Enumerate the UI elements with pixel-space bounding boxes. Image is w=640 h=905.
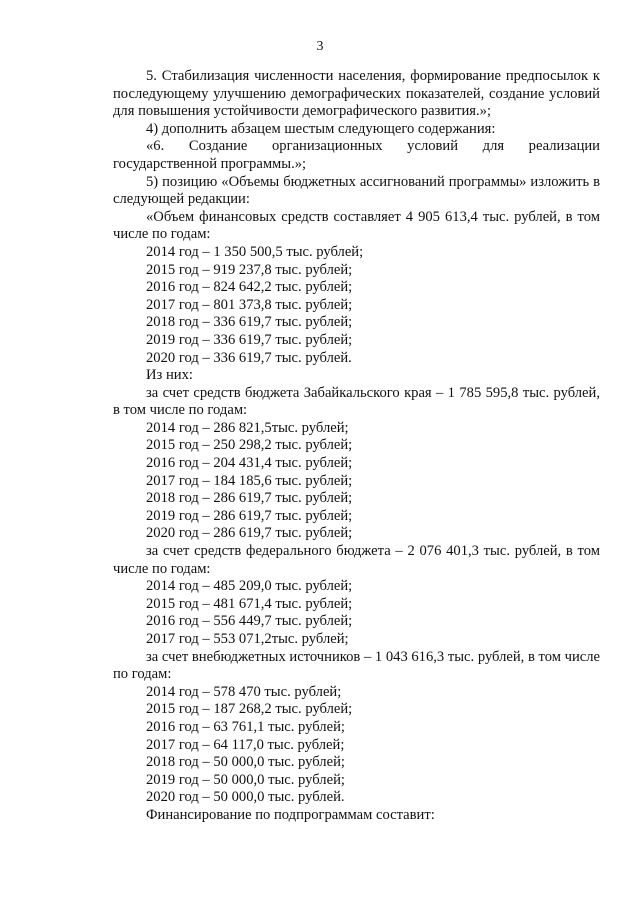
total-year-2014: 2014 год – 1 350 500,5 тыс. рублей; <box>146 243 364 260</box>
extrabudget-year-2020: 2020 год – 50 000,0 тыс. рублей. <box>146 789 345 806</box>
federal-by-year-list <box>113 578 600 648</box>
paragraph-item-6: «6. Создание организационных условий для реализации государственной программы.»; <box>113 138 600 172</box>
regional-budget-intro: за счет средств бюджета Забайкальского края – 1 785 595,8 тыс. рублей, в том числе по годам: <box>113 384 600 419</box>
page-number: 3 <box>316 39 324 54</box>
extrabudget-intro: за счет внебюджетных источников – 1 043 616,3 тыс. рублей, в том числе по годам: <box>113 648 600 683</box>
document-body <box>113 68 600 825</box>
federal-year-2015: 2015 год – 481 671,4 тыс. рублей; <box>146 595 353 612</box>
federal-year-2014: 2014 год – 485 209,0 тыс. рублей; <box>146 578 353 595</box>
regional-year-2014: 2014 год – 286 821,5тыс. рублей; <box>146 419 349 436</box>
extrabudget-year-2019: 2019 год – 50 000,0 тыс. рублей; <box>146 771 345 788</box>
extrabudget-year-2017: 2017 год – 64 117,0 тыс. рублей; <box>146 736 345 753</box>
paragraph-stabilization: 5. Стабилизация численности населения, формирование предпосылок к последующему улучшению демографических показателей, создание условий для повышения устойчивости демографического развития.»; <box>113 68 600 120</box>
total-year-2016: 2016 год – 824 642,2 тыс. рублей; <box>146 279 353 296</box>
extrabudget-year-2016: 2016 год – 63 761,1 тыс. рублей; <box>146 718 345 735</box>
federal-year-2016: 2016 год – 556 449,7 тыс. рублей; <box>146 613 353 630</box>
extrabudget-year-2014: 2014 год – 578 470 тыс. рублей; <box>146 683 342 700</box>
regional-year-2018: 2018 год – 286 619,7 тыс. рублей; <box>146 490 353 507</box>
total-year-2015: 2015 год – 919 237,8 тыс. рублей; <box>146 261 353 278</box>
paragraph-total-volume: «Объем финансовых средств составляет 4 905 613,4 тыс. рублей, в том числе по годам: <box>113 208 600 243</box>
regional-year-2016: 2016 год – 204 431,4 тыс. рублей; <box>146 455 353 472</box>
regional-year-2020: 2020 год – 286 619,7 тыс. рублей; <box>146 525 353 542</box>
total-year-2017: 2017 год – 801 373,8 тыс. рублей; <box>146 296 353 313</box>
federal-year-2017: 2017 год – 553 071,2тыс. рублей; <box>146 631 349 647</box>
total-year-2020: 2020 год – 336 619,7 тыс. рублей. <box>146 349 352 366</box>
regional-year-2019: 2019 год – 286 619,7 тыс. рублей; <box>146 507 353 524</box>
total-year-2018: 2018 год – 336 619,7 тыс. рублей; <box>146 314 353 331</box>
of-them-label: Из них: <box>146 367 193 384</box>
regional-year-2015: 2015 год – 250 298,2 тыс. рублей; <box>146 437 353 454</box>
federal-budget-intro: за счет средств федерального бюджета – 2 076 401,3 тыс. рублей, в том числе по годам: <box>113 543 600 577</box>
paragraph-add-sixth: 4) дополнить абзацем шестым следующего содержания: <box>146 120 496 137</box>
subprogram-financing-heading: Финансирование по подпрограммам составит: <box>146 806 435 823</box>
paragraph-position-5: 5) позицию «Объемы бюджетных ассигнований программы» изложить в следующей редакции: <box>113 173 600 208</box>
extrabudget-year-2015: 2015 год – 187 268,2 тыс. рублей; <box>146 701 353 718</box>
extrabudget-year-2018: 2018 год – 50 000,0 тыс. рублей; <box>146 754 345 771</box>
total-year-2019: 2019 год – 336 619,7 тыс. рублей; <box>146 331 353 348</box>
regional-year-2017: 2017 год – 184 185,6 тыс. рублей; <box>146 472 353 489</box>
total-by-year-list <box>113 244 600 367</box>
extrabudget-by-year-list <box>113 684 600 807</box>
regional-by-year-list <box>113 420 600 543</box>
